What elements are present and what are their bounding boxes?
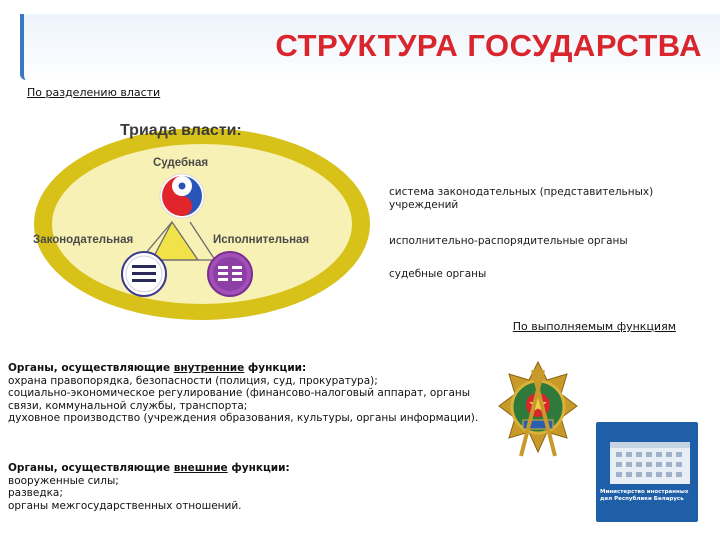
legislative-icon xyxy=(122,252,166,296)
external-item: вооруженные силы; xyxy=(8,474,119,487)
internal-item: духовное производство (учреждения образования, культуры, органы информации). xyxy=(8,412,479,424)
page-title: СТРУКТУРА ГОСУДАРСТВА xyxy=(275,28,702,63)
external-keyword: внешние xyxy=(173,462,228,474)
internal-functions-heading xyxy=(8,362,486,375)
triad-graphic xyxy=(30,112,370,326)
internal-item: охрана правопорядка, безопасности (полиция, суд, прокуратура); xyxy=(8,374,378,387)
internal-keyword: внутренние xyxy=(173,362,245,374)
judicial-icon xyxy=(160,174,204,218)
branch-executive-desc: исполнительно-распорядительные органы xyxy=(389,235,628,247)
label-legislative: Законодательная xyxy=(33,234,134,246)
by-functions-heading: По выполняемым функциям xyxy=(512,320,676,333)
triad-diagram xyxy=(30,112,370,326)
internal-prefix: Органы, осуществляющие xyxy=(8,362,174,374)
branch-legislative-desc: система законодательных (представительных) учреждений xyxy=(389,186,654,211)
external-item: разведка; xyxy=(8,487,63,499)
triad-title: Триада власти: xyxy=(120,122,242,139)
ministry-caption: Министерство иностранных дел Республики Беларусь xyxy=(600,489,689,502)
external-item: органы межгосударственных отношений. xyxy=(8,499,242,512)
ministry-picture xyxy=(596,422,698,522)
ministry-building-icon xyxy=(596,422,698,522)
label-judicial: Судебная xyxy=(153,157,209,169)
by-separation-heading: По разделению власти xyxy=(27,86,161,99)
police-emblem-icon xyxy=(497,360,579,464)
external-functions xyxy=(8,462,290,512)
internal-functions xyxy=(8,362,486,425)
internal-suffix: функции: xyxy=(244,362,307,374)
executive-icon xyxy=(208,252,252,296)
internal-item: социально-экономическое регулирование (финансово-налоговый аппарат, органы связи, коммунальной службы, транспорта; xyxy=(8,387,471,412)
branch-judicial-desc: судебные органы xyxy=(389,268,487,280)
external-suffix: функции: xyxy=(227,462,290,474)
label-executive: Исполнительная xyxy=(213,234,310,246)
external-functions-heading xyxy=(8,462,290,475)
external-prefix: Органы, осуществляющие xyxy=(8,462,174,474)
